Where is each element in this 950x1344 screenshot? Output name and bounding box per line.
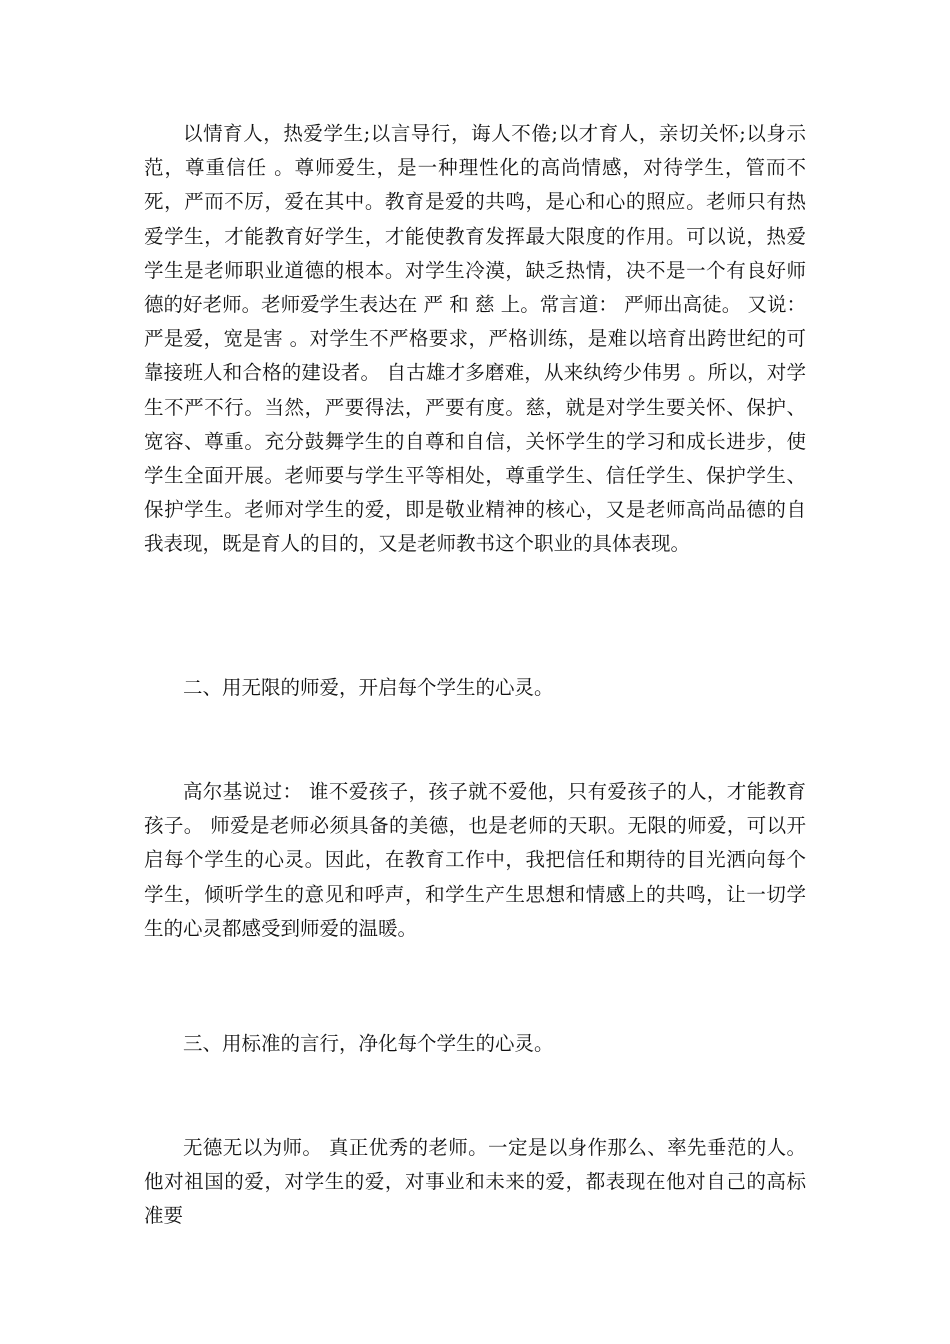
body-paragraph-gorky-quote: 高尔基说过： 谁不爱孩子，孩子就不爱他，只有爱孩子的人，才能教育孩子。 师爱是老师必须具备的美德，也是老师的天职。无限的师爱，可以开启每个学生的心灵。因此，在教育工作中，我把信任和期待的目光洒向每个学生，倾听学生的意见和呼声，和学生产生思想和情感上的共鸣，让一切学生的心灵都感受到师爱的温暖。 [144, 780, 806, 940]
section-heading-3: 三、用标准的言行，净化每个学生的心灵。 [183, 1032, 554, 1055]
body-paragraph-virtue: 无德无以为师。 真正优秀的老师。一定是以身作那么、率先垂范的人。他对祖国的爱，对学生的爱，对事业和未来的爱，都表现在他对自己的高标准要 [144, 1136, 806, 1228]
section-heading-2: 二、用无限的师爱，开启每个学生的心灵。 [183, 676, 554, 699]
body-paragraph-teacher-love: 以情育人，热爱学生;以言导行，诲人不倦;以才育人，亲切关怀;以身示范，尊重信任 。尊师爱生，是一种理性化的高尚情感，对待学生，管而不死，严而不厉，爱在其中。教育是爱的共鸣，是心和心的照应。老师只有热爱学生，才能教育好学生，才能使教育发挥最大限度的作用。可以说，热爱学生是老师职业道德的根本。对学生冷漠，缺乏热情，决不是一个有良好师德的好老师。老师爱学生表达在 严 和 慈 上。常言道： 严师出高徒。 又说： 严是爱，宽是害 。对学生不严格要求，严格训练，是难以培育出跨世纪的可靠接班人和合格的建设者。 自古雄才多磨难，从来纨绔少伟男 。所以，对学生不严不行。当然，严要得法，严要有度。慈，就是对学生要关怀、保护、宽容、尊重。充分鼓舞学生的自尊和自信，关怀学生的学习和成长进步，使学生全面开展。老师要与学生平等相处，尊重学生、信任学生、保护学生、保护学生。老师对学生的爱，即是敬业精神的核心，又是老师高尚品德的自我表现，既是育人的目的，又是老师教书这个职业的具体表现。 [144, 122, 806, 556]
